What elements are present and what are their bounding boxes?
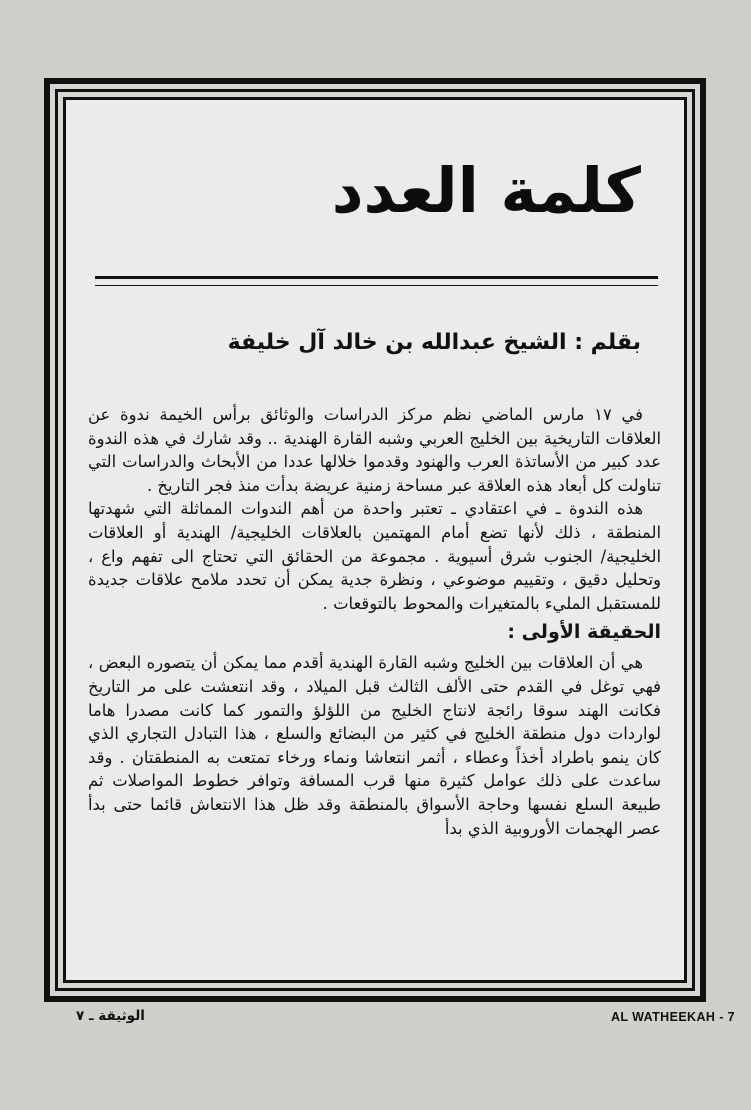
page-title: كلمة العدد — [331, 154, 641, 227]
footer-page-label-ar: الوثيقة ـ ٧ — [76, 1008, 145, 1024]
paragraph-2: هذه الندوة ـ في اعتقادي ـ تعتبر واحدة من أهم الندوات المماثلة التي شهدتها المنطقة ، ذلك لأنها تضع أمام المهتمين بالعلاقات الخليجية/ الهندية أو العلاقات الخليجية/ الجنوب شرق أسيوية . مجموعة من الحقائق التي تحتاج الى تفهم واع ، وتحليل دقيق ، وتقييم موضوعي ، ونظرة جدية يمكن أن تحدد ملامح علاقات جديدة للمستقبل المليء بالمتغيرات والمحوط بالتوقعات . — [88, 499, 661, 613]
title-divider — [95, 276, 658, 286]
paragraph-1: في ١٧ مارس الماضي نظم مركز الدراسات والوثائق برأس الخيمة ندوة عن العلاقات التاريخية بين الخليج العربي وشبه القارة الهندية .. وقد شارك في هذه الندوة عدد كبير من الأساتذة العرب والهنود وقدموا خلالها عددا من الأبحاث والدراسات التي تناولت كل أبعاد هذه العلاقة عبر مساحة زمنية عريضة بدأت منذ فجر التاريخ . — [88, 405, 661, 495]
section-subheading: الحقيقة الأولى : — [507, 621, 661, 644]
author-byline: بقلم : الشيخ عبدالله بن خالد آل خليفة — [227, 330, 641, 355]
article-body — [88, 403, 661, 840]
paragraph-3: هي أن العلاقات بين الخليج وشبه القارة الهندية أقدم مما يمكن أن يتصوره البعض ، فهي توغل في القدم حتى الألف الثالث قبل الميلاد ، وقد انتعشت على مر التاريخ فكانت الهند سوقا رائجة لانتاج الخليج من اللؤلؤ والتمور كما كانت مصدرا هاما لواردات دول منطقة الخليج في كثير من البضائع والسلع ، هذا التبادل التجاري الذي كان ينمو باطراد أخذاً وعطاء ، أثمر انتعاشا ونماء ورخاء تمتعت به المنطقتان . وقد ساعدت على ذلك عوامل كثيرة منها قرب المسافة وتوافر خطوط المواصلات ثم طبيعة السلع نفسها وحاجة الأسواق بالمنطقة وقد ظل هذا الانتعاش قائما حتى بدأ عصر الهجمات الأوروبية الذي بدأ — [88, 653, 661, 838]
footer-page-label-en: AL WATHEEKAH - 7 — [611, 1010, 735, 1024]
